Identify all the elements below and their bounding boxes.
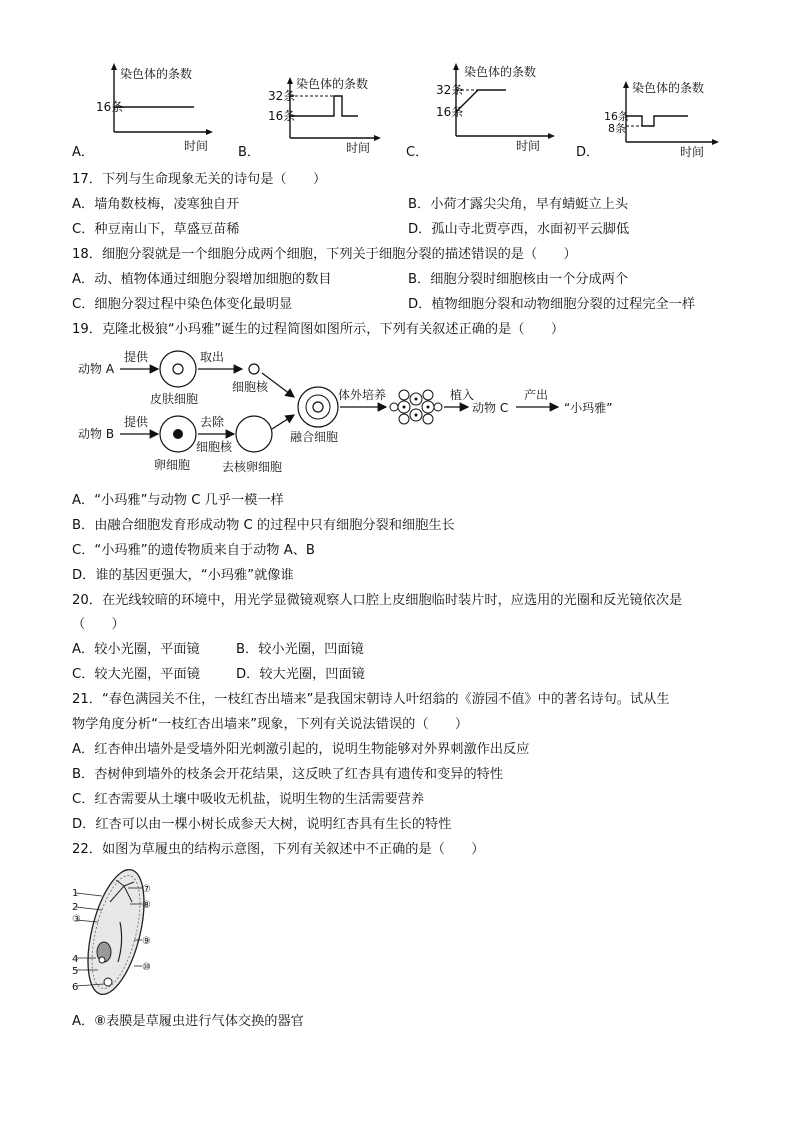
graph-c-tick2: 16条 bbox=[436, 105, 464, 119]
graph-d-xlabel: 时间 bbox=[680, 145, 705, 159]
q21-stem-cont: 物学角度分析“一枝红杏出墙来”现象，下列有关说法错误的（ ） bbox=[72, 717, 469, 732]
label-skin-cell: 皮肤细胞 bbox=[150, 392, 199, 406]
label-provide-2: 提供 bbox=[124, 415, 149, 429]
label-culture: 体外培养 bbox=[338, 388, 387, 402]
label-provide-1: 提供 bbox=[124, 350, 149, 364]
q20-stem: 20．在光线较暗的环境中，用光学显微镜观察人口腔上皮细胞临时装片时，应选用的光圈和反光镜依次是 bbox=[72, 593, 683, 608]
label-implant: 植入 bbox=[450, 388, 475, 402]
label-1: 1 bbox=[72, 888, 79, 899]
nucleus-circle bbox=[249, 364, 259, 374]
q17-option-b[interactable]: B．小荷才露尖尖角，早有蜻蜓立上头 bbox=[408, 197, 629, 212]
graph-b-svg bbox=[238, 60, 388, 160]
q21-option-d[interactable]: D．红杏可以由一棵小树长成参天大树，说明红杏具有生长的特性 bbox=[72, 817, 452, 832]
label-9: ⑨ bbox=[142, 936, 151, 947]
q18-option-d[interactable]: D．植物细胞分裂和动物细胞分裂的过程完全一样 bbox=[408, 297, 696, 312]
q18-stem: 18．细胞分裂就是一个细胞分成两个细胞，下列关于细胞分裂的描述错误的是（ ） bbox=[72, 247, 577, 262]
q21-stem: 21．“春色满园关不住，一枝红杏出墙来”是我国宋朝诗人叶绍翁的《游园不值》中的著名诗句。试从生 bbox=[72, 692, 670, 707]
q21-option-b[interactable]: B．杏树伸到墙外的枝条会开花结果，这反映了红杏具有遗传和变异的特性 bbox=[72, 767, 504, 782]
label-fused-cell: 融合细胞 bbox=[290, 430, 339, 444]
label-8: ⑧ bbox=[142, 900, 151, 911]
graph-b-ylabel: 染色体的条数 bbox=[296, 77, 369, 91]
label-10: ⑩ bbox=[142, 962, 151, 973]
label-enucleated-egg: 去核卵细胞 bbox=[222, 460, 283, 474]
label-7: ⑦ bbox=[142, 884, 151, 895]
graph-c bbox=[406, 60, 566, 160]
q18-option-c[interactable]: C．细胞分裂过程中染色体变化最明显 bbox=[72, 297, 293, 312]
label-animal-b: 动物 B bbox=[78, 427, 115, 441]
graph-b-tick2: 16条 bbox=[268, 109, 296, 123]
cloning-diagram-svg bbox=[72, 345, 632, 480]
q22-option-a[interactable]: A．⑧表膜是草履虫进行气体交换的器官 bbox=[72, 1014, 304, 1029]
q17-option-d[interactable]: D．孤山寺北贾亭西，水面初平云脚低 bbox=[408, 222, 630, 237]
label-nucleus: 细胞核 bbox=[232, 380, 269, 394]
q20-option-a[interactable]: A．较小光圈，平面镜 bbox=[72, 642, 200, 657]
q21-option-c[interactable]: C．红杏需要从土壤中吸收无机盐，说明生物的生活需要营养 bbox=[72, 792, 425, 807]
graph-c-svg bbox=[406, 60, 566, 160]
paramecium-svg bbox=[72, 862, 162, 1002]
q20-option-c[interactable]: C．较大光圈，平面镜 bbox=[72, 667, 200, 682]
q17-stem: 17．下列与生命现象无关的诗句是（ ） bbox=[72, 172, 327, 187]
label-egg: 卵细胞 bbox=[154, 458, 191, 472]
label-remove: 去除 bbox=[200, 415, 225, 429]
graph-a-tick: 16条 bbox=[96, 100, 124, 114]
graph-d-ylabel: 染色体的条数 bbox=[632, 81, 705, 95]
q22-stem: 22．如图为草履虫的结构示意图，下列有关叙述中不正确的是（ ） bbox=[72, 842, 485, 857]
graph-d-svg bbox=[576, 60, 736, 160]
q19-option-b[interactable]: B．由融合细胞发育形成动物 C 的过程中只有细胞分裂和细胞生长 bbox=[72, 518, 455, 533]
q19-option-d[interactable]: D．谁的基因更强大，“小玛雅”就像谁 bbox=[72, 568, 294, 583]
q18-option-a[interactable]: A．动、植物体通过细胞分裂增加细胞的数目 bbox=[72, 272, 332, 287]
graph-d-tick2: 8条 bbox=[608, 122, 626, 135]
graph-b-xlabel: 时间 bbox=[346, 141, 371, 155]
graph-a-ylabel: 染色体的条数 bbox=[120, 67, 193, 81]
q17-option-c[interactable]: C．种豆南山下，草盛豆苗稀 bbox=[72, 222, 240, 237]
enucleated-egg-circle bbox=[236, 416, 272, 452]
graph-d-tick1: 16条 bbox=[604, 110, 629, 123]
q20-option-b[interactable]: B．较小光圈，凹面镜 bbox=[236, 642, 364, 657]
embryo-cluster bbox=[390, 390, 442, 424]
q19-option-a[interactable]: A．“小玛雅”与动物 C 几乎一模一样 bbox=[72, 493, 284, 508]
label-remove-nucleus: 细胞核 bbox=[196, 440, 233, 454]
label-takeout: 取出 bbox=[200, 350, 225, 364]
label-4: 4 bbox=[72, 954, 79, 965]
label-maya: “小玛雅” bbox=[564, 401, 613, 415]
label-2: 2 bbox=[72, 902, 79, 913]
q19-stem: 19．克隆北极狼“小玛雅”诞生的过程简图如图所示，下列有关叙述正确的是（ ） bbox=[72, 322, 565, 337]
q20-option-d[interactable]: D．较大光圈，凹面镜 bbox=[236, 667, 365, 682]
label-animal-c: 动物 C bbox=[472, 401, 509, 415]
graph-c-tick1: 32条 bbox=[436, 83, 464, 97]
q17-option-a[interactable]: A．墙角数枝梅，凌寒独自开 bbox=[72, 197, 240, 212]
q18-option-b[interactable]: B．细胞分裂时细胞核由一个分成两个 bbox=[408, 272, 629, 287]
label-6: 6 bbox=[72, 982, 79, 993]
paramecium-diagram bbox=[72, 862, 162, 1002]
graph-b-tick1: 32条 bbox=[268, 89, 296, 103]
graph-a-svg bbox=[72, 60, 222, 160]
graph-b-letter: B． bbox=[238, 145, 260, 160]
graph-d-letter: D． bbox=[576, 145, 600, 160]
q21-option-a[interactable]: A．红杏伸出墙外是受墙外阳光刺激引起的，说明生物能够对外界刺激作出反应 bbox=[72, 742, 530, 757]
graph-c-xlabel: 时间 bbox=[516, 139, 541, 153]
label-5: 5 bbox=[72, 966, 79, 977]
graph-c-ylabel: 染色体的条数 bbox=[464, 65, 537, 79]
graph-b bbox=[238, 60, 388, 160]
graph-d bbox=[576, 60, 736, 160]
q20-stem-cont: （ ） bbox=[72, 617, 125, 632]
label-animal-a: 动物 A bbox=[78, 362, 115, 376]
cloning-diagram bbox=[72, 345, 632, 480]
graph-a bbox=[72, 60, 222, 160]
label-produce: 产出 bbox=[524, 388, 549, 402]
label-3: ③ bbox=[72, 914, 81, 925]
graph-a-xlabel: 时间 bbox=[184, 139, 209, 153]
q19-option-c[interactable]: C．“小玛雅”的遗传物质来自于动物 A、B bbox=[72, 543, 315, 558]
graph-c-letter: C． bbox=[406, 145, 429, 160]
graph-a-letter: A． bbox=[72, 145, 94, 160]
